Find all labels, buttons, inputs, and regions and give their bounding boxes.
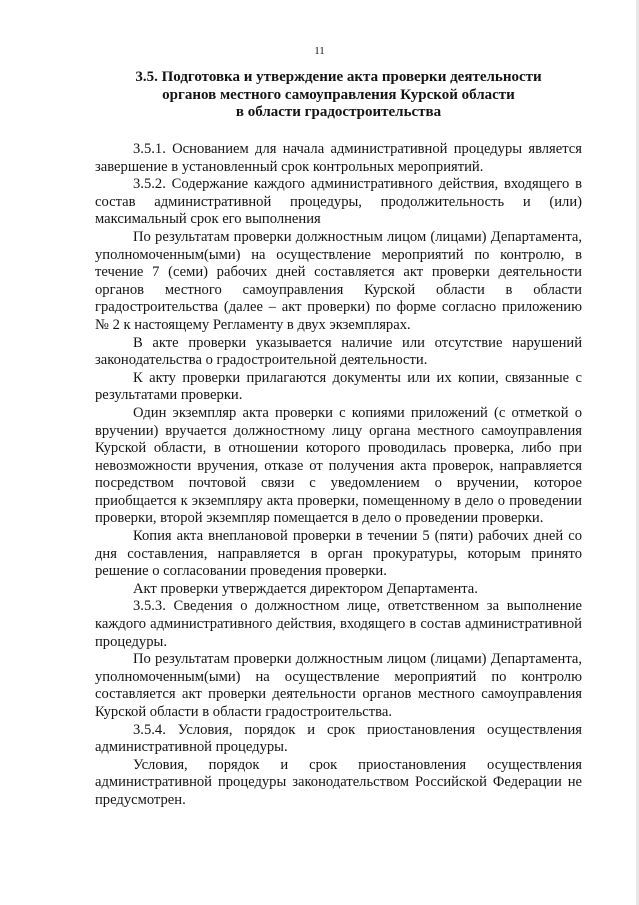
- section-heading-line-2: органов местного самоуправления Курской области: [162, 86, 515, 103]
- paragraph-act-drafting: По результатам проверки должностным лицом (лицами) Департамента, уполномоченным(ыми) на осуществление мероприятий по контролю, в течение 7 (семи) рабочих дней составляется акт проверки деятельности органов местного самоуправления Курской области в области градостроительства (далее – акт проверки) по форме согласно приложению № 2 к настоящему Регламенту в двух экземплярах.: [95, 228, 582, 333]
- paragraph-act-contents: В акте проверки указывается наличие или отсутствие нарушений законодательства о градостроительной деятельности.: [95, 334, 582, 369]
- page-number: 11: [314, 45, 325, 57]
- paragraph-3-5-3: 3.5.3. Сведения о должностном лице, ответственном за выполнение каждого административного действия, входящего в состав административной процедуры.: [95, 598, 582, 650]
- paragraph-responsible-official: По результатам проверки должностным лицом (лицами) Департамента, уполномоченным(ыми) на осуществление мероприятий по контролю составляется акт проверки деятельности органов местного самоуправления Курской области в области градостроительства.: [95, 651, 582, 720]
- paragraph-act-attachments: К акту проверки прилагаются документы или их копии, связанные с результатами проверки.: [95, 369, 582, 404]
- section-heading-line-1: 3.5. Подготовка и утверждение акта проверки деятельности: [135, 69, 542, 85]
- paragraph-3-5-4: 3.5.4. Условия, порядок и срок приостановления осуществления административной процедуры.: [95, 721, 582, 756]
- section-heading: [95, 69, 582, 122]
- paragraph-3-5-1: 3.5.1. Основанием для начала административной процедуры является завершение в установленный срок контрольных мероприятий.: [95, 141, 582, 175]
- paragraph-act-delivery: Один экземпляр акта проверки с копиями приложений (с отметкой о вручении) вручается должностному лицу органа местного самоуправления Курской области, в отношении которого проводилась проверка, либо при невозможности вручения, отказе от получения акта проверок, направляется посредством почтовой связи с уведомлением о вручении, которое приобщается к экземпляру акта проверки, помещенному в дело о проведении проверки, второй экземпляр помещается в дело о проведении проверки.: [95, 404, 582, 527]
- paragraph-3-5-2: 3.5.2. Содержание каждого административного действия, входящего в состав административной процедуры, продолжительность и (или) максимальный срок его выполнения: [95, 176, 582, 228]
- paragraph-act-approval: Акт проверки утверждается директором Департамента.: [133, 580, 478, 597]
- paragraph-suspension-conditions: Условия, порядок и срок приостановления осуществления административной процедуры законодательством Российской Федерации не предусмотрен.: [95, 756, 582, 808]
- section-heading-line-3: в области градостроительства: [235, 104, 442, 120]
- paragraph-act-prosecutor-copy: Копия акта внеплановой проверки в течении 5 (пяти) рабочих дней со дня составления, направляется в орган прокуратуры, которым принято решение о согласовании проведения проверки.: [95, 528, 582, 580]
- document-body: [95, 141, 582, 810]
